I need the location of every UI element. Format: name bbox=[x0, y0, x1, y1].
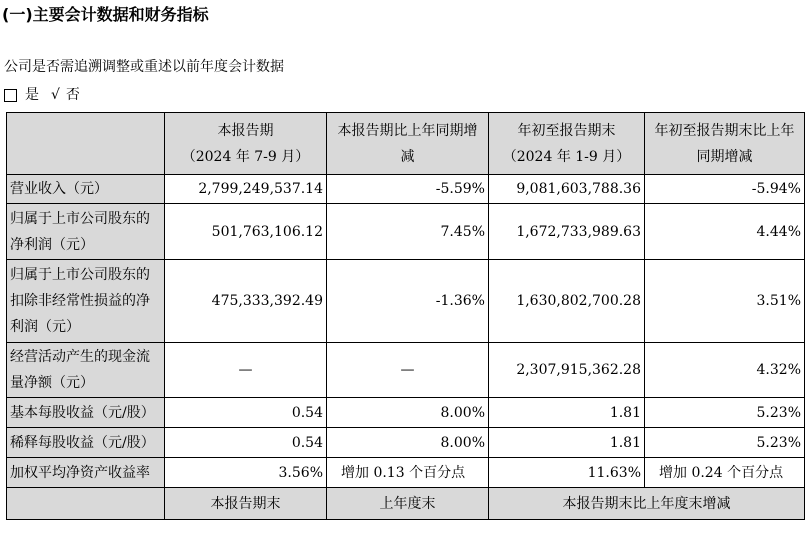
header-ytd-change: 年初至报告期末比上年 同期增减 bbox=[645, 113, 805, 175]
cell-value: 9,081,603,788.36 bbox=[489, 175, 645, 204]
cell-value: 5.23% bbox=[645, 428, 805, 458]
row-label: 归属于上市公司股东的 净利润（元） bbox=[7, 204, 165, 260]
cell-value: 增加 0.24 个百分点 bbox=[645, 458, 805, 488]
header-cell-blank bbox=[7, 113, 165, 175]
cell-value: -5.94% bbox=[645, 175, 805, 204]
cell-value: 3.56% bbox=[165, 458, 327, 488]
table-footer-header-row bbox=[7, 488, 805, 520]
cell-value: 5.23% bbox=[645, 398, 805, 428]
row-label: 加权平均净资产收益率 bbox=[7, 458, 165, 488]
restate-options bbox=[4, 86, 80, 104]
row-label: 基本每股收益（元/股） bbox=[7, 398, 165, 428]
cell-value: 2,307,915,362.28 bbox=[489, 343, 645, 398]
cell-value: 8.00% bbox=[327, 428, 489, 458]
cell-value: — bbox=[327, 343, 489, 398]
option-yes-label: 是 bbox=[25, 87, 39, 103]
cell-value: 1.81 bbox=[489, 428, 645, 458]
cell-value: 0.54 bbox=[165, 398, 327, 428]
checkbox-yes[interactable] bbox=[4, 89, 17, 102]
cell-value: 2,799,249,537.14 bbox=[165, 175, 327, 204]
footer-header-prior-year-end: 上年度末 bbox=[327, 488, 489, 520]
option-no-label: 否 bbox=[65, 87, 80, 103]
row-label: 归属于上市公司股东的 扣除非经常性损益的净 利润（元） bbox=[7, 260, 165, 343]
table-row bbox=[7, 260, 805, 343]
cell-value: 4.44% bbox=[645, 204, 805, 260]
table-header-row bbox=[7, 113, 805, 175]
cell-value: 501,763,106.12 bbox=[165, 204, 327, 260]
header-current-period: 本报告期 （2024 年 7-9 月） bbox=[165, 113, 327, 175]
row-label: 营业收入（元） bbox=[7, 175, 165, 204]
table-row bbox=[7, 458, 805, 488]
table-row bbox=[7, 398, 805, 428]
header-ytd: 年初至报告期末 （2024 年 1-9 月） bbox=[489, 113, 645, 175]
cell-value: 0.54 bbox=[165, 428, 327, 458]
section-title: (一)主要会计数据和财务指标 bbox=[2, 5, 209, 24]
table-row bbox=[7, 204, 805, 260]
cell-value: -5.59% bbox=[327, 175, 489, 204]
cell-value: -1.36% bbox=[327, 260, 489, 343]
cell-value: 11.63% bbox=[489, 458, 645, 488]
footer-header-blank bbox=[7, 488, 165, 520]
table-row bbox=[7, 175, 805, 204]
cell-value: 增加 0.13 个百分点 bbox=[327, 458, 489, 488]
restate-question: 公司是否需追溯调整或重述以前年度会计数据 bbox=[4, 59, 284, 75]
cell-value: 7.45% bbox=[327, 204, 489, 260]
cell-value: 4.32% bbox=[645, 343, 805, 398]
header-current-period-change: 本报告期比上年同期增 减 bbox=[327, 113, 489, 175]
cell-value: 475,333,392.49 bbox=[165, 260, 327, 343]
row-label: 经营活动产生的现金流 量净额（元） bbox=[7, 343, 165, 398]
cell-value: — bbox=[165, 343, 327, 398]
table-row bbox=[7, 428, 805, 458]
footer-header-period-end: 本报告期末 bbox=[165, 488, 327, 520]
cell-value: 8.00% bbox=[327, 398, 489, 428]
table-row bbox=[7, 343, 805, 398]
footer-header-change: 本报告期末比上年度末增减 bbox=[489, 488, 805, 520]
cell-value: 1,630,802,700.28 bbox=[489, 260, 645, 343]
cell-value: 1.81 bbox=[489, 398, 645, 428]
cell-value: 3.51% bbox=[645, 260, 805, 343]
row-label: 稀释每股收益（元/股） bbox=[7, 428, 165, 458]
key-financial-data-table bbox=[6, 112, 805, 520]
check-mark-icon: √ bbox=[51, 87, 60, 103]
cell-value: 1,672,733,989.63 bbox=[489, 204, 645, 260]
